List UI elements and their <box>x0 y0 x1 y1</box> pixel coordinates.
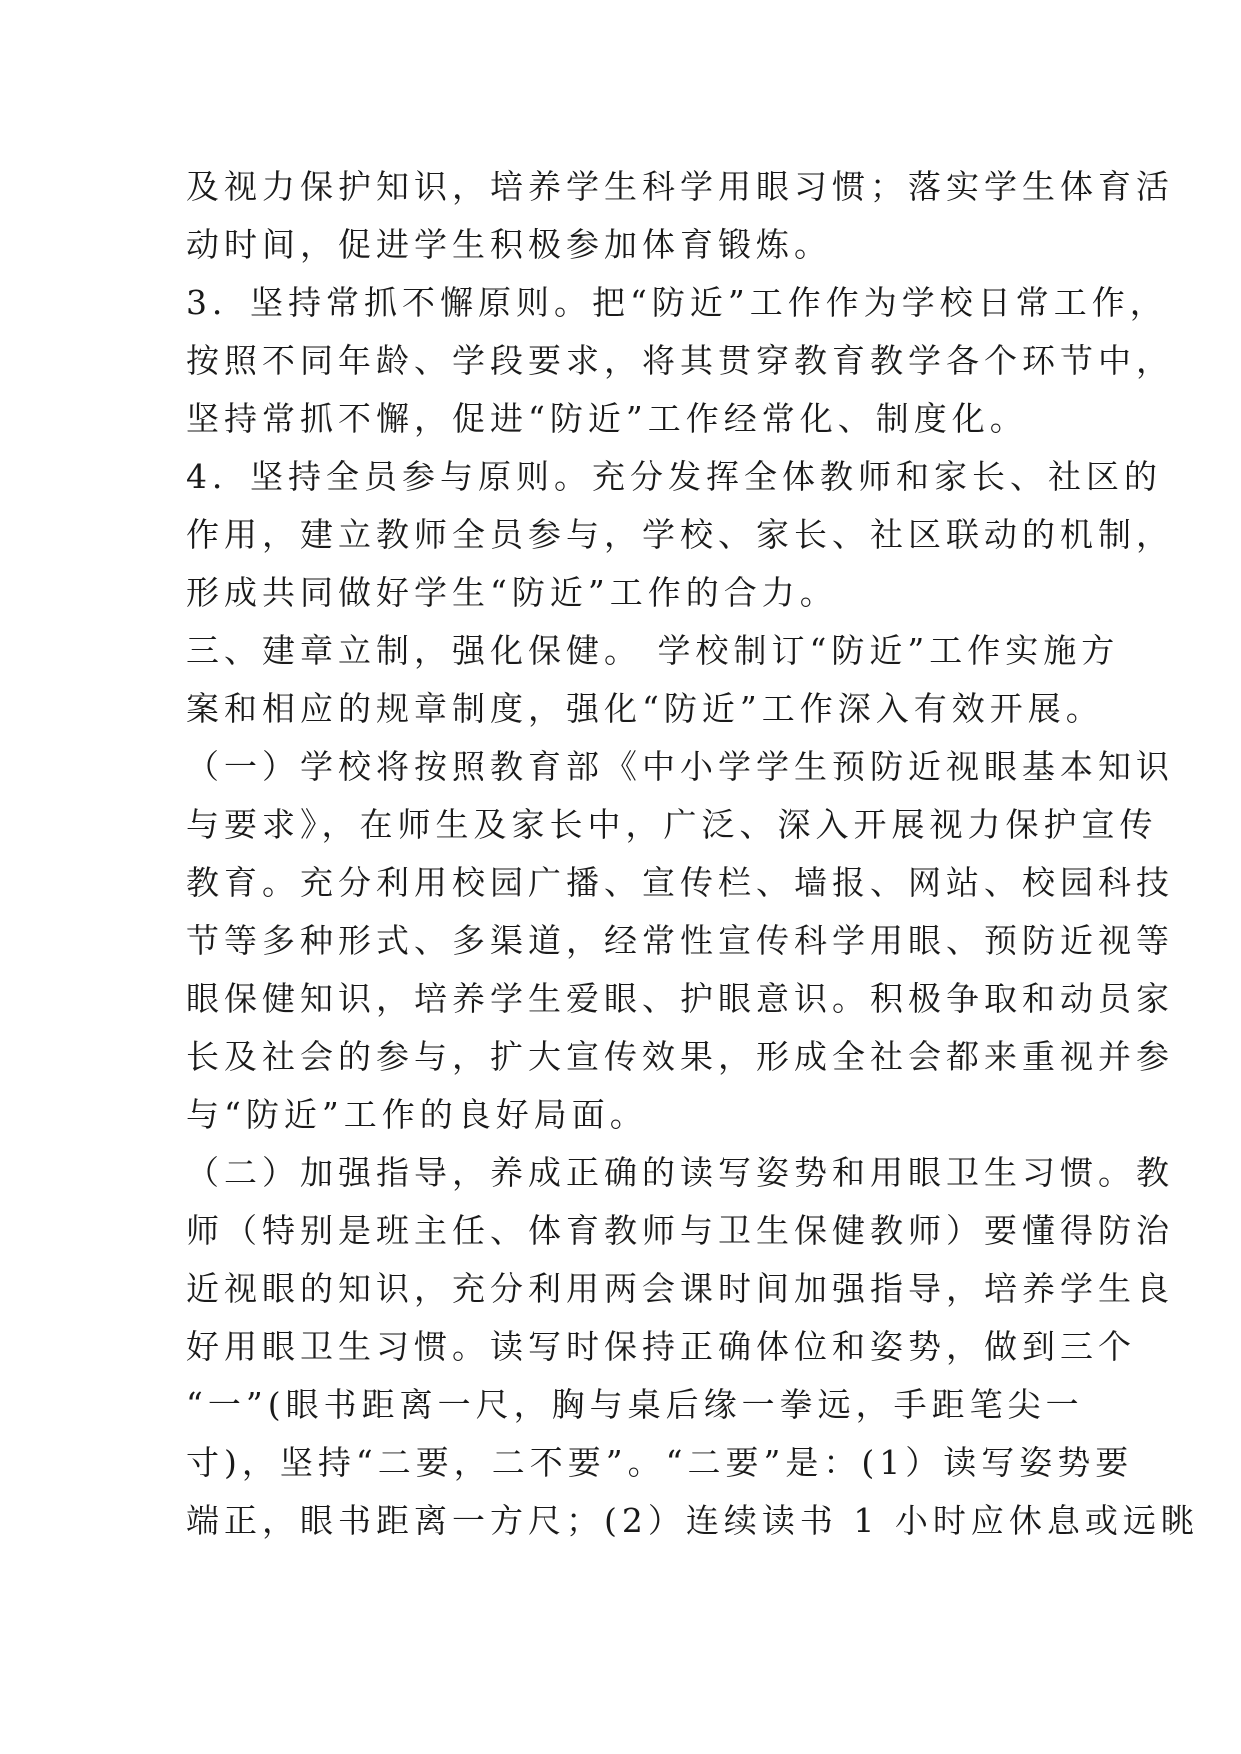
document-body <box>186 158 1199 1550</box>
text-line: 按照不同年龄、学段要求，将其贯穿教育教学各个环节中， <box>186 341 1174 380</box>
text-line: 作用，建立教师全员参与，学校、家长、社区联动的机制， <box>186 515 1174 554</box>
text-line: （一）学校将按照教育部《中小学学生预防近视眼基本知识 <box>186 747 1174 786</box>
text-line: 教育。充分利用校园广播、宣传栏、墙报、网站、校园科技 <box>186 863 1174 902</box>
text-line: 坚持常抓不懈，促进“防近”工作经常化、制度化。 <box>186 399 1028 438</box>
text-line: 形成共同做好学生“防近”工作的合力。 <box>186 573 838 612</box>
text-line: 眼保健知识，培养学生爱眼、护眼意识。积极争取和动员家 <box>186 979 1174 1018</box>
text-line: 节等多种形式、多渠道，经常性宣传科学用眼、预防近视等 <box>186 921 1174 960</box>
text-line: 案和相应的规章制度，强化“防近”工作深入有效开展。 <box>186 689 1104 728</box>
text-line: 动时间，促进学生积极参加体育锻炼。 <box>186 225 832 264</box>
text-line: 与“防近”工作的良好局面。 <box>186 1095 648 1134</box>
text-line: 寸)，坚持“二要，二不要”。“二要”是：(1）读写姿势要 <box>186 1443 1134 1482</box>
text-line: 端正，眼书距离一方尺；(2）连续读书 1 小时应休息或远眺 <box>186 1501 1199 1540</box>
text-line: 3．坚持常抓不懈原则。把“防近”工作作为学校日常工作， <box>186 283 1168 322</box>
text-line: 师（特别是班主任、体育教师与卫生保健教师）要懂得防治 <box>186 1211 1174 1250</box>
text-line: 4．坚持全员参与原则。充分发挥全体教师和家长、社区的 <box>186 457 1162 496</box>
text-line: 三、建章立制，强化保健。 学校制订“防近”工作实施方 <box>186 631 1120 670</box>
text-line: 及视力保护知识，培养学生科学用眼习惯；落实学生体育活 <box>186 167 1174 206</box>
text-line: 近视眼的知识，充分利用两会课时间加强指导，培养学生良 <box>186 1269 1174 1308</box>
text-line: （二）加强指导，养成正确的读写姿势和用眼卫生习惯。教 <box>186 1153 1174 1192</box>
text-line: 长及社会的参与，扩大宣传效果，形成全社会都来重视并参 <box>186 1037 1174 1076</box>
text-line: 好用眼卫生习惯。读写时保持正确体位和姿势，做到三个 <box>186 1327 1136 1366</box>
text-line: 与要求》，在师生及家长中，广泛、深入开展视力保护宣传 <box>186 805 1158 844</box>
text-line: “一”(眼书距离一尺，胸与桌后缘一拳远，手距笔尖一 <box>186 1385 1084 1424</box>
